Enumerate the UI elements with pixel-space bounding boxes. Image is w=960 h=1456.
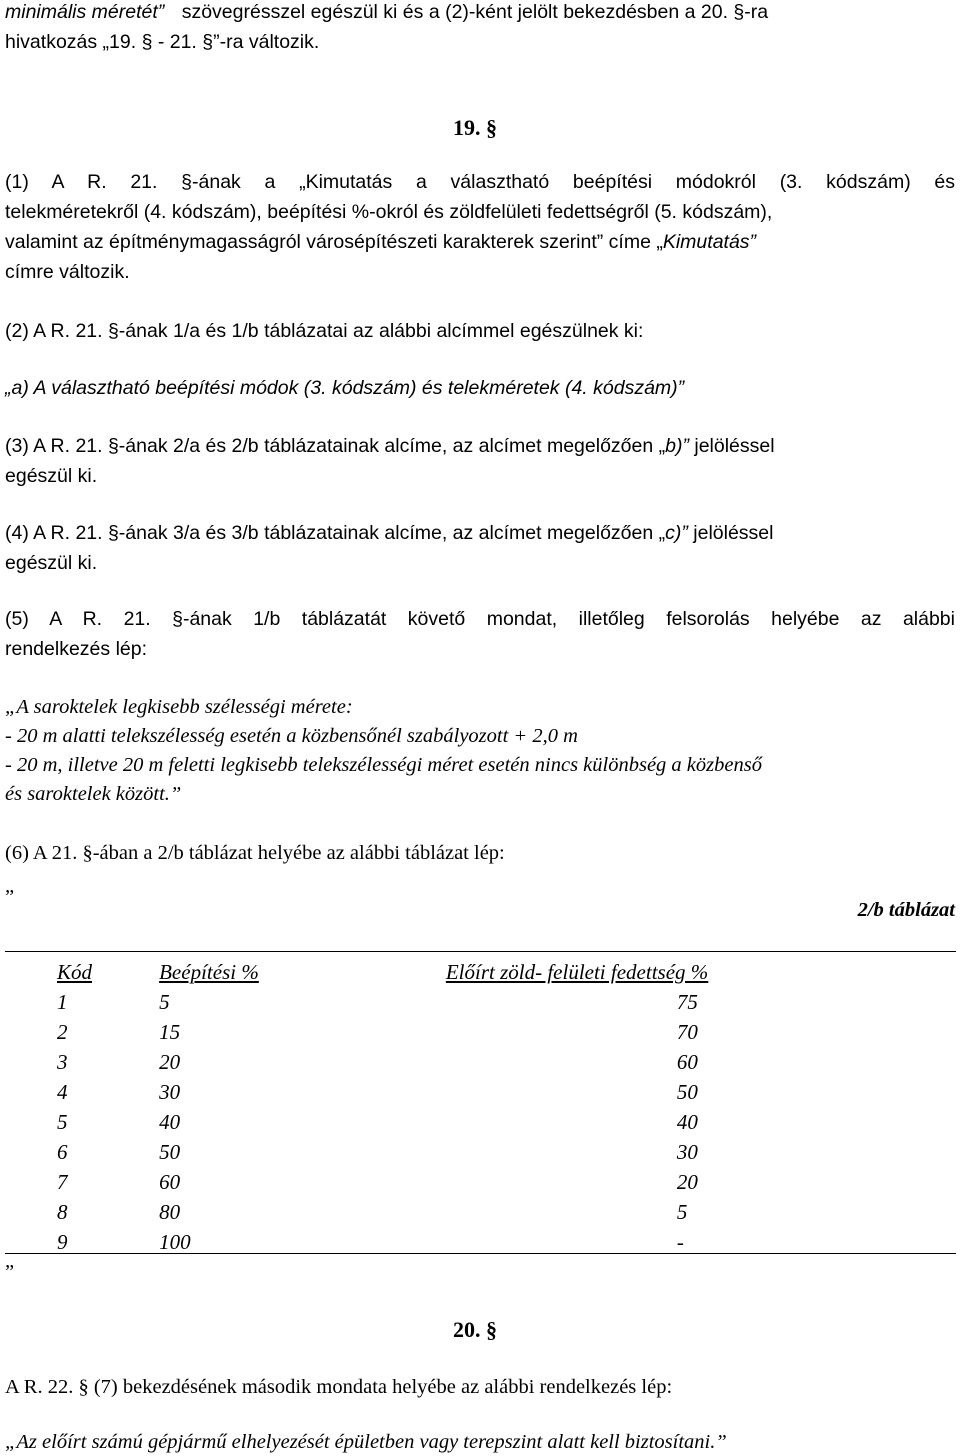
p1-line-3	[5, 233, 756, 253]
table-header-row	[5, 952, 956, 984]
intro-text-fragment: szövegrésszel egészül ki és a (2)-ként jelölt bekezdésben a 20. §-ra	[181, 1, 769, 23]
p3-line-1	[5, 437, 955, 457]
table-row	[5, 1013, 956, 1043]
cell-zoldfelulet: -	[331, 1223, 956, 1254]
table-row	[5, 1163, 956, 1193]
p6-open-quote: „	[5, 875, 15, 897]
cell-beepitesi: 15	[159, 1020, 181, 1044]
cell-kod: 3	[57, 1050, 68, 1074]
cell-beepitesi: 80	[159, 1200, 181, 1224]
cell-zoldfelulet: 20	[676, 1170, 698, 1194]
p1-line-3-italic: Kimutatás”	[662, 231, 757, 253]
cell-zoldfelulet: 70	[676, 1020, 698, 1044]
cell-kod: 6	[57, 1140, 68, 1164]
intro-line-1	[5, 3, 955, 23]
p3-tail: jelöléssel	[688, 435, 775, 457]
p2-line: (2) A R. 21. §-ának 1/a és 1/b táblázatai az alábbi alcímmel egészülnek ki:	[5, 320, 644, 342]
header-zoldfelulet: Előírt zöld- felületi fedettség %	[331, 952, 956, 984]
cell-zoldfelulet: 40	[676, 1110, 698, 1134]
p6-text: (6) A 21. §-ában a 2/b táblázat helyébe az alábbi táblázat lép:	[5, 842, 505, 864]
p5-quote-3: - 20 m, illetve 20 m feletti legkisebb telekszélességi méret esetén nincs különbség a közbenső	[5, 754, 762, 776]
cell-kod: 4	[57, 1080, 68, 1104]
cell-beepitesi: 60	[159, 1170, 181, 1194]
cell-zoldfelulet: 75	[676, 990, 698, 1014]
table-row	[5, 983, 956, 1013]
p7-line: A R. 22. § (7) bekezdésének második mondata helyébe az alábbi rendelkezés lép:	[5, 1376, 673, 1398]
p5-quote-1: „A saroktelek legkisebb szélességi mérete:	[5, 696, 353, 718]
p1-line-1: (1) A R. 21. §-ának a „Kimutatás a választható beépítési módokról (3. kódszám) és	[5, 171, 955, 193]
p5-quote-2: - 20 m alatti telekszélesség esetén a közbensőnél szabályozott + 2,0 m	[5, 725, 578, 747]
cell-kod: 8	[57, 1200, 68, 1224]
p3-italic: b)”	[665, 435, 689, 457]
table-row	[5, 1073, 956, 1103]
table-row	[5, 1193, 956, 1223]
table-2b	[5, 951, 956, 1254]
table-row	[5, 1043, 956, 1073]
p5-line-1: (5) A R. 21. §-ának 1/b táblázatát követő mondat, illetőleg felsorolás helyébe az alábbi	[5, 608, 955, 630]
p4-line-2: egészül ki.	[5, 552, 98, 574]
p3-line-2: egészül ki.	[5, 465, 98, 487]
section-20-heading: 20. §	[453, 1317, 497, 1342]
cell-zoldfelulet: 30	[676, 1140, 698, 1164]
table-title: 2/b táblázat	[857, 899, 955, 921]
cell-zoldfelulet: 5	[676, 1200, 688, 1224]
p5-line-2: rendelkezés lép:	[5, 638, 148, 660]
table-row	[5, 1223, 956, 1254]
p2-subtitle: „a) A választható beépítési módok (3. kódszám) és telekméretek (4. kódszám)”	[5, 377, 685, 399]
cell-beepitesi: 5	[159, 990, 170, 1014]
cell-zoldfelulet: 50	[676, 1080, 698, 1104]
p4-tail: jelöléssel	[687, 522, 774, 544]
p3-text: (3) A R. 21. §-ának 2/a és 2/b táblázatainak alcíme, az alcímet megelőzően „	[5, 435, 666, 457]
table-row	[5, 1133, 956, 1163]
p5-quote-4: és saroktelek között.”	[5, 783, 182, 805]
cell-kod: 7	[57, 1170, 68, 1194]
cell-beepitesi: 100	[149, 1223, 331, 1254]
cell-kod: 1	[57, 990, 68, 1014]
p4-line-1	[5, 524, 955, 544]
p4-italic: c)”	[665, 522, 688, 544]
cell-kod: 5	[57, 1110, 68, 1134]
p1-line-3-text: valamint az építménymagasságról városépítészeti karakterek szerint” címe „	[5, 231, 663, 253]
p1-line-2: telekméretekről (4. kódszám), beépítési %-okról és zöldfelületi fedettségről (5. kódszám),	[5, 201, 773, 223]
p4-text: (4) A R. 21. §-ának 3/a és 3/b táblázatainak alcíme, az alcímet megelőzően „	[5, 522, 666, 544]
p7-quote: „Az előírt számú gépjármű elhelyezését épületben vagy terepszint alatt kell biztosítani.”	[5, 1431, 727, 1453]
table-row	[5, 1103, 956, 1133]
intro-line-2: hivatkozás „19. § - 21. §”-ra változik.	[5, 31, 320, 53]
cell-kod: 9	[5, 1223, 149, 1254]
cell-zoldfelulet: 60	[676, 1050, 698, 1074]
intro-italic-fragment: minimális méretét”	[5, 1, 165, 23]
cell-beepitesi: 30	[159, 1080, 181, 1104]
cell-beepitesi: 50	[159, 1140, 181, 1164]
table-close-quote: ”	[5, 1261, 15, 1283]
header-beepitesi: Beépítési %	[149, 952, 331, 984]
p1-line-4: címre változik.	[5, 261, 130, 283]
header-kod: Kód	[5, 952, 149, 984]
section-19-heading: 19. §	[453, 115, 497, 140]
cell-beepitesi: 20	[159, 1050, 181, 1074]
cell-beepitesi: 40	[159, 1110, 181, 1134]
cell-kod: 2	[57, 1020, 68, 1044]
